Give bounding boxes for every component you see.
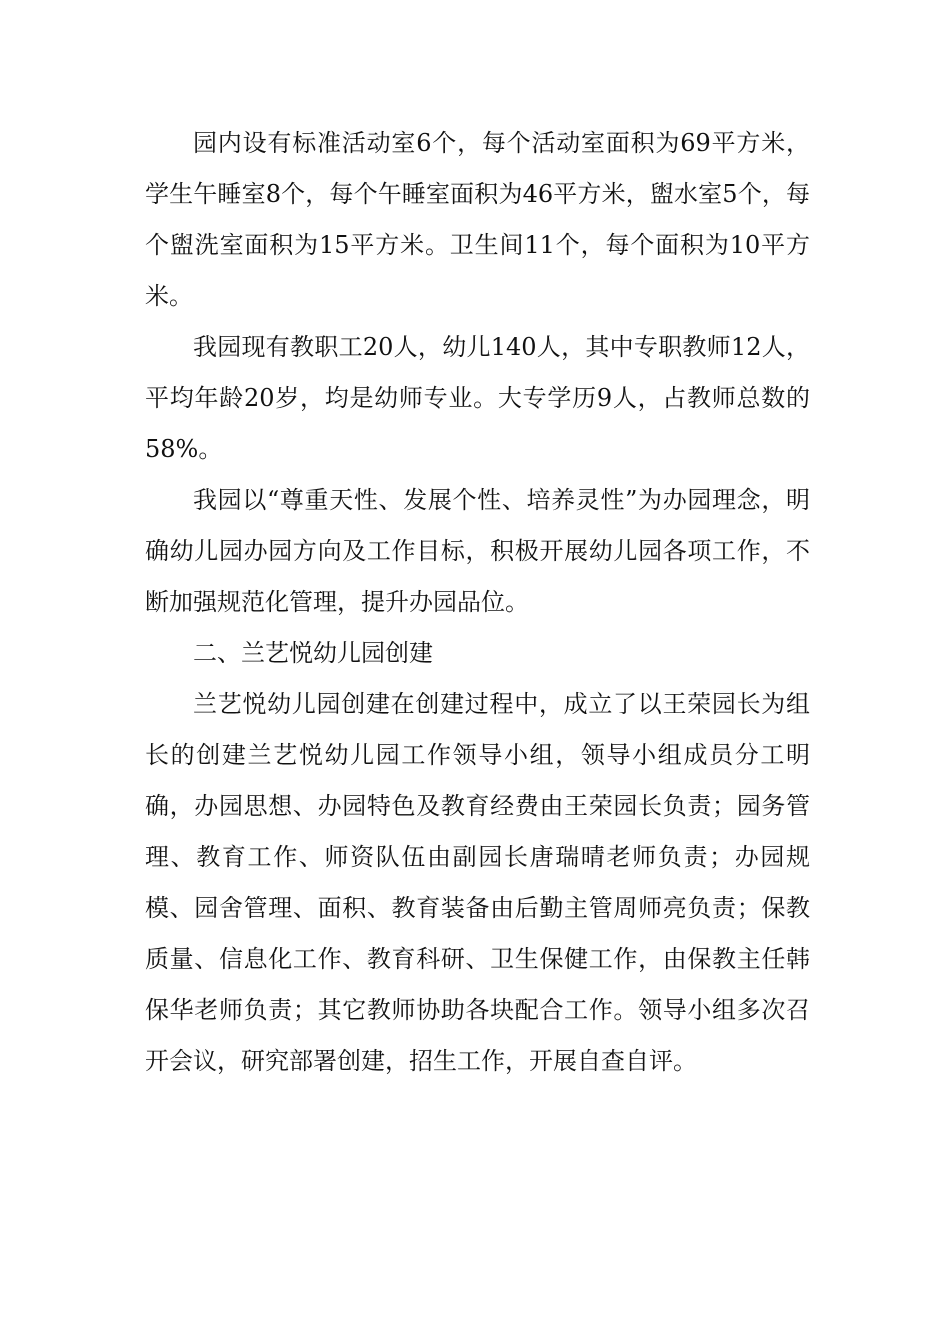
section-heading: 二、兰艺悦幼儿园创建 [193, 639, 433, 667]
paragraph-philosophy: 我园以“尊重天性、发展个性、培养灵性”为办园理念，明确幼儿园办园方向及工作目标，积极开展幼儿园各项工作，不断加强规范化管理，提升办园品位。 [145, 486, 810, 616]
paragraph-organization: 兰艺悦幼儿园创建在创建过程中，成立了以王荣园长为组长的创建兰艺悦幼儿园工作领导小组，领导小组成员分工明确，办园思想、办园特色及教育经费由王荣园长负责；园务管理、教育工作、师资队伍由副园长唐瑞晴老师负责；办园规模、园舍管理、面积、教育装备由后勤主管周师亮负责；保教质量、信息化工作、教育科研、卫生保健工作，由保教主任韩保华老师负责；其它教师协助各块配合工作。领导小组多次召开会议，研究部署创建，招生工作，开展自查自评。 [145, 690, 810, 1075]
paragraph-facilities: 园内设有标准活动室6个，每个活动室面积为69平方米，学生午睡室8个，每个午睡室面积为46平方米，盥水室5个，每个盥洗室面积为15平方米。卫生间11个，每个面积为10平方米。 [145, 129, 810, 310]
paragraph-staff: 我园现有教职工20人，幼儿140人，其中专职教师12人，平均年龄20岁，均是幼师专业。大专学历9人，占教师总数的58%。 [145, 333, 810, 463]
document-body [145, 118, 810, 1087]
